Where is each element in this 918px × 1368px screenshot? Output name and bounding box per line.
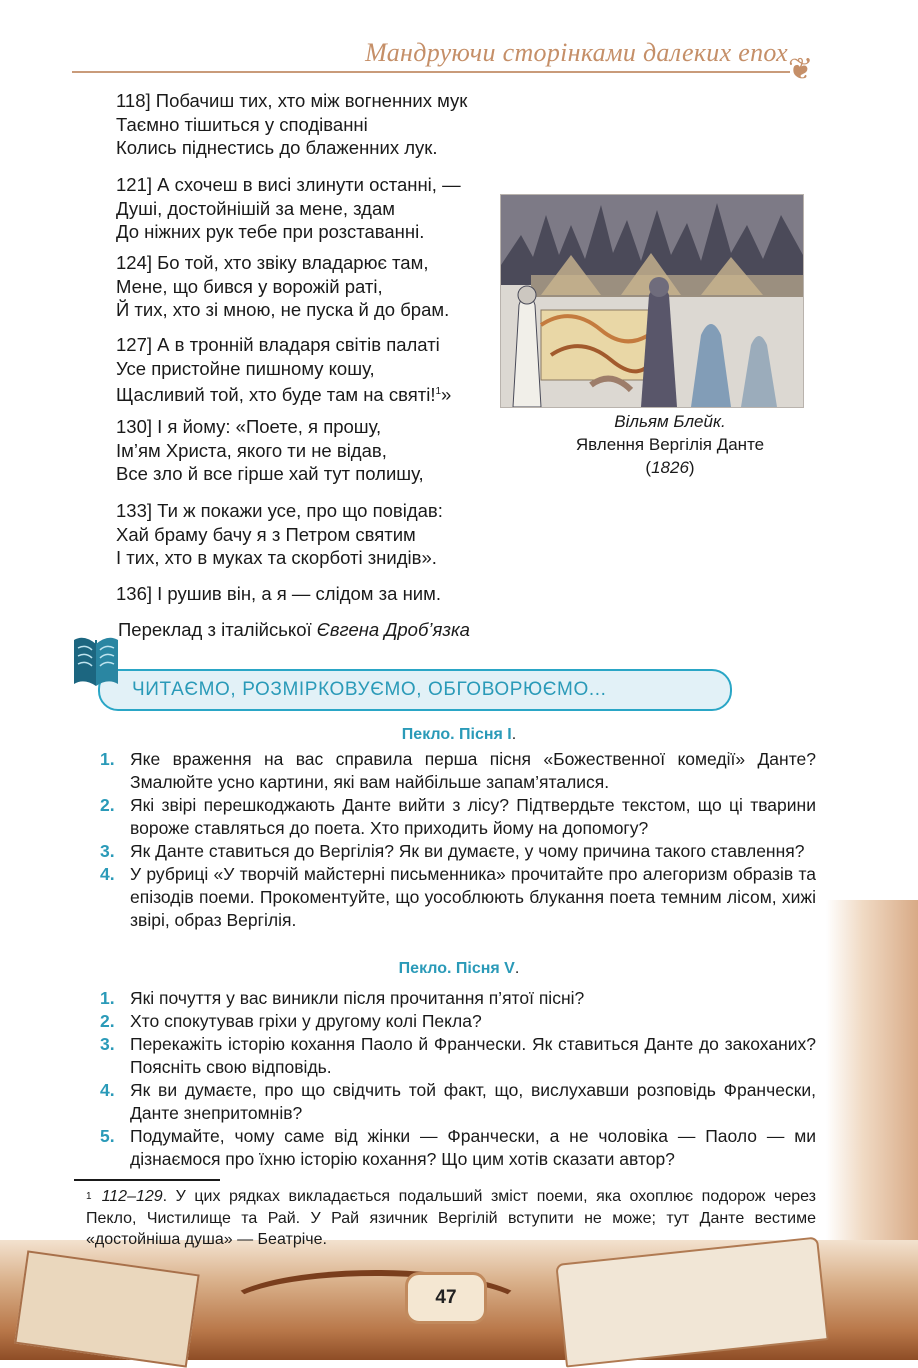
verse-line: Ім’ям Христа, якого ти не відав, [116, 439, 387, 461]
stanza-118 [116, 89, 516, 160]
footnote-text: . У цих рядках викладається подальший зміст поеми, яка охоплює подорож через Пекло, Чистилище та Рай. У Рай язичник Вергілій вступити не може; тут Данте вестиме «достойніша душа» — Беатріче. [86, 1188, 816, 1248]
question-text: Перекажіть історію кохання Паоло й Франчески. Як ставиться Данте до закоханих? Поясніть свою відповідь. [130, 1034, 816, 1077]
verse-line: До ніжних рук тебе при розставанні. [116, 221, 425, 242]
question-text: Як ви думаєте, про що свідчить той факт, що, вислухавши розповідь Франчески, Данте знепритомнів? [130, 1080, 816, 1123]
question-number: 4. [100, 864, 115, 884]
illustration-image [501, 195, 803, 407]
verse-line: Мене, що бився у ворожій раті, [116, 275, 383, 297]
verse-line: Хай браму бачу я з Петром святим [116, 523, 416, 545]
stanza-130 [116, 415, 516, 486]
question-number: 2. [100, 795, 115, 815]
question-number: 1. [100, 988, 115, 1008]
question-item [100, 840, 816, 863]
verse-line: 124] Бо той, хто звіку владарює там, [116, 252, 429, 273]
stanza-136 [116, 582, 516, 606]
illustration-caption [520, 410, 820, 479]
song-5-title: Пекло. Пісня V. [398, 960, 520, 977]
song-1-questions [100, 748, 816, 932]
closing-quote: » [441, 384, 452, 406]
translation-credit [118, 619, 470, 641]
stanza-133 [116, 499, 516, 570]
translation-prefix: Переклад з італійської [118, 619, 317, 640]
footnote-rule [74, 1179, 220, 1181]
verse-line: Колись піднестись до блаженних лук. [116, 137, 438, 158]
verse-line: Усе пристойне пишному кошу, [116, 357, 375, 379]
song-1-title-text: Пекло. Пісня І [401, 726, 512, 743]
question-item [100, 748, 816, 794]
question-text: Яке враження на вас справила перша пісня «Божественної комедії» Данте? Змалюйте усно картини, які вам найбільше запам’яталися. [130, 749, 816, 792]
question-number: 5. [100, 1126, 115, 1146]
verse-line: 118] Побачиш тих, хто між вогненних мук [116, 90, 468, 111]
verse-line-footnoted [116, 380, 516, 407]
caption-paren-open: ( [645, 458, 652, 477]
verse-line: Все зло й все гірше хай тут полишу, [116, 463, 424, 484]
section-heading: ЧИТАЄМО, РОЗМІРКОВУЄМО, ОБГОВОРЮЄМО... [132, 679, 607, 700]
caption-author [520, 410, 820, 433]
footnote [86, 1186, 816, 1251]
question-item [100, 1125, 816, 1171]
stanza-121 [116, 173, 516, 244]
running-header: Мандруючи сторінками далеких епох [365, 38, 788, 67]
verse-line: І тих, хто в муках та скорботі знидів». [116, 547, 437, 568]
stanza-127 [116, 333, 516, 407]
verse-line: Таємно тішиться у сподіванні [116, 113, 368, 135]
question-item [100, 794, 816, 840]
decorative-side-background [826, 900, 918, 1260]
footnote-mark: 1 [86, 1191, 92, 1202]
question-text: Які почуття у вас виникли після прочитання п’ятої пісні? [130, 988, 585, 1008]
question-item [100, 1079, 816, 1125]
song-5-title-text: Пекло. Пісня V [398, 960, 515, 977]
caption-author-text: Вільям Блейк. [614, 412, 726, 431]
question-number: 3. [100, 841, 115, 861]
section-heading-bar [98, 669, 732, 711]
page-number: 47 [405, 1272, 487, 1324]
question-number: 4. [100, 1080, 115, 1100]
open-book-icon [72, 634, 120, 692]
caption-year: 1826 [651, 458, 689, 477]
footnote-ref-lines: 112–129 [101, 1188, 163, 1205]
song-1-title: Пекло. Пісня І. [401, 726, 517, 743]
question-item [100, 1033, 816, 1079]
question-item [100, 863, 816, 932]
footnote-ref: 1 [435, 386, 442, 397]
verse-line: 127] А в тронній владаря світів палаті [116, 334, 440, 355]
question-text: Подумайте, чому саме від жінки — Франчески, а не чоловіка — Паоло — ми дізнаємося про їхню історію кохання? Що цим хотів сказати автор? [130, 1126, 816, 1169]
translator-name: Євгена Дроб’язка [316, 619, 470, 640]
verse-line: 136] І рушив він, а я — слідом за ним. [116, 583, 441, 604]
question-text: Хто спокутував гріхи у другому колі Пекла? [130, 1011, 482, 1031]
stanza-124 [116, 251, 516, 322]
question-text: У рубриці «У творчій майстерні письменника» прочитайте про алегоризм образів та епізодів поеми. Прокоментуйте, що уособлюють блукання поета темним лісом, хижі звірі, образ Вергілія. [130, 864, 816, 930]
verse-line: 130] І я йому: «Поете, я прошу, [116, 416, 382, 437]
question-text: Які звірі перешкоджають Данте вийти з лісу? Підтвердьте текстом, що ці тварини вороже ставляться до поета. Хто приходить йому на допомогу? [130, 795, 816, 838]
caption-title: Явлення Вергілія Данте [575, 435, 765, 454]
question-number: 2. [100, 1011, 115, 1031]
verse-line: Й тих, хто зі мною, не пуска й до брам. [116, 299, 450, 320]
question-number: 1. [100, 749, 115, 769]
header-rule [72, 71, 790, 73]
verse-line: Душі, достойнішій за мене, здам [116, 197, 395, 219]
verse-line: 133] Ти ж покажи усе, про що повідав: [116, 500, 443, 521]
caption-year-line [520, 456, 820, 479]
ornament-icon: ❦ [788, 52, 814, 87]
question-number: 3. [100, 1034, 115, 1054]
blake-illustration [500, 194, 804, 408]
caption-paren-close: ) [688, 458, 695, 477]
question-item [100, 987, 816, 1010]
question-item [100, 1010, 816, 1033]
verse-line: 121] А схочеш в висі злинути останні, — [116, 174, 461, 195]
song-5-questions [100, 987, 816, 1171]
verse-text: Щасливий той, хто буде там на святі! [116, 384, 436, 406]
question-text: Як Данте ставиться до Вергілія? Як ви думаєте, у чому причина такого ставлення? [130, 841, 805, 861]
